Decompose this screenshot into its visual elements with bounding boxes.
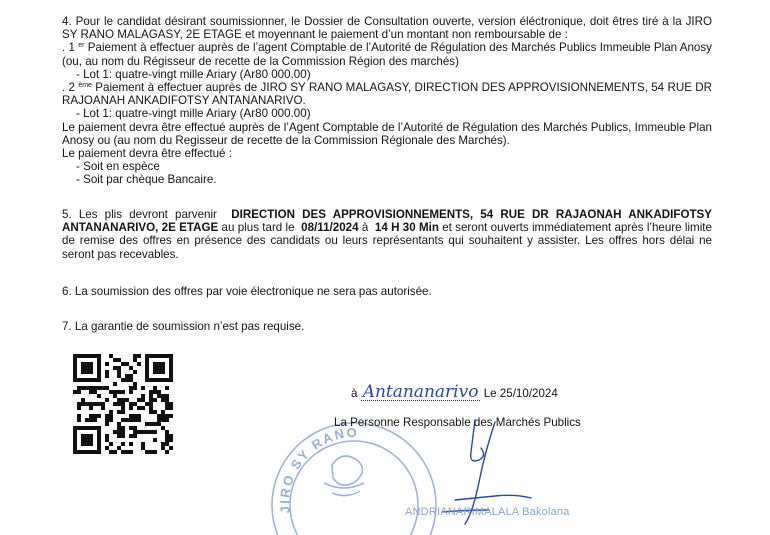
- section-7: [62, 320, 712, 333]
- payment-2-number: . 2: [62, 81, 75, 95]
- section-5-d: et seront ouverts immédiatement après l’heure limite de remise des offres en présence des candidats ou leurs représentants qui souhaitent y assister. Les offres hors délai ne seront pas recevables.: [62, 221, 712, 261]
- payment-2-lot: - Lot 1: quatre-vingt mille Ariary (Ar80 000.00): [76, 107, 311, 121]
- section-5-b: au plus tard le: [221, 221, 295, 235]
- payment-1-text: Paiement à effectuer auprès de l’agent Comptable de l’Autorité de Régulation des Marchés Publics Immeuble Plan Anosy (ou, au nom du Régisseur de recette de la Commission Région des marchés): [62, 41, 712, 68]
- svg-text:JIRO SY RANO: [277, 425, 359, 514]
- place-prefix: à: [351, 387, 358, 400]
- deadline-date: 08/11/2024: [301, 221, 359, 235]
- payment-1-ordinal: er: [78, 42, 85, 50]
- section-7-text: 7. La garantie de soumission n’est pas requise.: [62, 320, 305, 333]
- payment-mode-cheque: - Soit par chèque Bancaire.: [76, 173, 217, 187]
- payment-note: Le paiement devra être effectué auprès de l’Agent Comptable de l’Autorité de Régulation des Marchés Publics, Immeuble Plan Anosy ou (au nom du Regisseur de recette de la Commission Régionale des Marchés).: [62, 120, 712, 147]
- section-6: [62, 285, 712, 298]
- payment-2-ordinal: ème: [78, 82, 92, 90]
- qr-code: [73, 354, 173, 454]
- section-5-address: DIRECTION DES APPROVISIONNEMENTS, 54 RUE DR RAJAONAH ANKADIFOTSY ANTANANARIVO, 2E ETAGE: [62, 208, 713, 235]
- signatory-name: ANDRIANARIMALALA Bakolana: [405, 506, 570, 518]
- payment-2-text: Paiement à effectuer auprès de JIRO SY RANO MALAGASY, DIRECTION DES APPROVISIONNEMENTS, 54 RUE DR RAJOANAH ANKADIFOTSY ANTANANARIVO.: [62, 81, 712, 108]
- section-5-text: [62, 208, 712, 261]
- payment-2: [62, 81, 712, 107]
- section-5-c: à: [361, 221, 369, 235]
- payment-1: [62, 41, 712, 67]
- handwritten-place: Antananarivo: [362, 382, 479, 402]
- section-5-a: 5. Les plis devront parvenir: [62, 208, 217, 221]
- section-6-text: 6. La soumission des offres par voie électronique ne sera pas autorisée.: [62, 285, 432, 298]
- signatory-role: La Personne Responsable des Marchés Publics: [334, 416, 581, 429]
- deadline-time: 14 H 30 Min: [374, 221, 439, 235]
- payment-1-lot: - Lot 1: quatre-vingt mille Ariary (Ar80 000.00): [76, 67, 311, 81]
- payment-1-number: . 1: [62, 41, 75, 55]
- signature-date: Le 25/10/2024: [483, 387, 558, 400]
- signature-place-line: [351, 384, 558, 401]
- section-5: [62, 208, 712, 261]
- payment-mode-title: Le paiement devra être effectué :: [62, 147, 232, 161]
- section-4-intro: 4. Pour le candidat désirant soumissionner, le Dossier de Consultation ouverte, version éléctronique, doit êtres tiré à la JIRO SY RANO MALAGASY, 2E ETAGE et moyennant le paiement d’un montant non remboursable de :: [62, 15, 712, 42]
- payment-mode-cash: - Soit en espèce: [76, 160, 160, 174]
- stamp-text: JIRO SY RANO: [277, 424, 359, 515]
- section-4: [62, 15, 712, 187]
